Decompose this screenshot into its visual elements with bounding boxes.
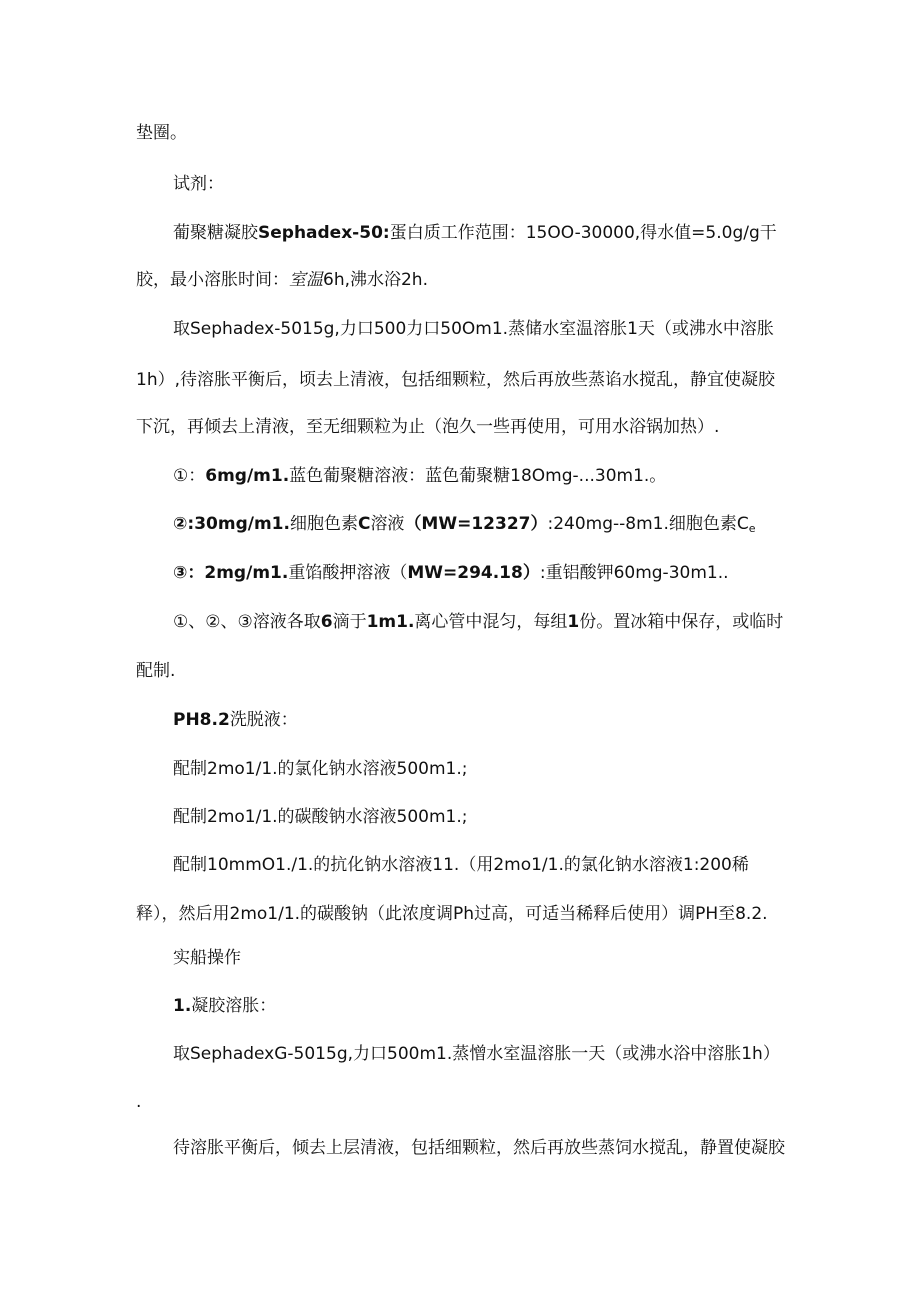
text-segment: e	[748, 522, 756, 535]
text-segment: 蓝色葡聚糖溶液：蓝色葡聚糖18Omg-...30m1.。	[289, 466, 667, 486]
text-line	[136, 268, 428, 292]
text-segment: （MW=12327）	[404, 514, 548, 534]
text-segment: 6	[320, 612, 333, 632]
text-line	[173, 1042, 780, 1066]
text-line	[173, 561, 729, 585]
text-line	[173, 464, 666, 488]
text-segment: 滴于	[332, 612, 367, 632]
text-line	[173, 853, 749, 877]
text-line	[173, 512, 756, 541]
text-line	[136, 121, 187, 145]
text-line	[136, 659, 175, 683]
text-line	[173, 994, 276, 1018]
text-segment: 细胞色素	[289, 514, 358, 534]
text-segment: 重馅酸押溶液（	[288, 563, 408, 583]
text-segment: 葡聚糖凝胶	[173, 223, 258, 243]
text-segment: 取Sephadex-5015g,力口500力口50Om1.蒸储水室温溶胀1天（或沸水中溶胀	[173, 319, 774, 339]
text-line	[173, 946, 241, 970]
text-line	[136, 1090, 141, 1114]
text-segment: :重铝酸钾60mg-30m1..	[539, 563, 729, 583]
text-segment: 离心管中混匀，每组	[414, 612, 568, 632]
text-segment: 洗脱液：	[229, 710, 298, 730]
text-segment: 取SephadexG-5015g,力口500m1.蒸憎水室温溶胀一天（或沸水浴中溶胀1h）	[173, 1044, 780, 1064]
text-line	[173, 805, 468, 829]
text-segment: :240mg--8m1.细胞色素C	[547, 514, 749, 534]
text-segment: ③：2mg/m1.	[173, 563, 289, 583]
text-segment: 胶，最小溶胀时间：	[136, 270, 289, 290]
text-segment: C	[357, 514, 371, 534]
text-line	[173, 610, 783, 634]
text-line	[136, 902, 768, 926]
text-line	[173, 1136, 785, 1160]
text-segment: 1m1.	[366, 612, 415, 632]
text-segment: 凝胶溶胀：	[191, 996, 277, 1016]
text-segment: 配制10mmO1./1.的抗化钠水溶液11.（用2mo1∕1.的氯化钠水溶液1:200稀	[173, 855, 749, 875]
text-segment: ①：	[173, 466, 206, 486]
text-line	[173, 221, 777, 245]
text-segment: PH8.2	[173, 710, 230, 730]
text-line	[173, 757, 468, 781]
text-segment: 释），然后用2mo1∕1.的碳酸钠（此浓度调Ph过高，可适当稀释后使用）调PH至8.2.	[136, 904, 768, 924]
text-segment: 1.	[173, 996, 192, 1016]
text-segment: 垫圈。	[136, 123, 187, 143]
text-segment: .	[136, 1092, 142, 1112]
text-segment: 6mg/m1.	[205, 466, 290, 486]
text-segment: 下沉，再倾去上清液，至无细颗粒为止（泡久一些再使用，可用水浴锅加热）.	[136, 417, 720, 437]
text-segment: 份。置冰箱中保存，或临时	[579, 612, 784, 632]
text-segment: 配制.	[136, 661, 176, 681]
text-segment: 1h）,待溶胀平衡后，顷去上清液，包括细颗粒，然后再放些蒸谄水搅乱，静宜使凝胶	[136, 370, 775, 390]
text-segment: 配制2mo1∕1.的碳酸钠水溶液500m1.;	[173, 807, 468, 827]
text-segment: Sephadex-50:	[258, 223, 390, 243]
text-line	[136, 368, 775, 392]
text-line	[173, 708, 298, 732]
text-segment: 1	[567, 612, 580, 632]
text-segment: 实船操作	[173, 948, 241, 968]
text-segment: 溶液	[370, 514, 405, 534]
text-segment: ①、②、③溶液各取	[173, 612, 321, 632]
text-segment: 配制2mo1∕1.的氯化钠水溶液500m1.;	[173, 759, 468, 779]
text-segment: MW=294.18）	[407, 563, 540, 583]
text-segment: 6h,沸水浴2h.	[323, 270, 428, 290]
text-segment: 室温	[289, 270, 323, 290]
text-segment: 试剂：	[173, 174, 224, 194]
text-segment: 蛋白质工作范围：15OO-30000,得水值=5.0g∕g干	[389, 223, 777, 243]
text-segment: 待溶胀平衡后，倾去上层清液，包括细颗粒，然后再放些蒸饲水搅乱，静置使凝胶	[173, 1138, 785, 1158]
text-line	[173, 172, 224, 196]
text-line	[173, 317, 774, 341]
text-segment: ②:30mg/m1.	[173, 514, 290, 534]
text-line	[136, 415, 719, 439]
